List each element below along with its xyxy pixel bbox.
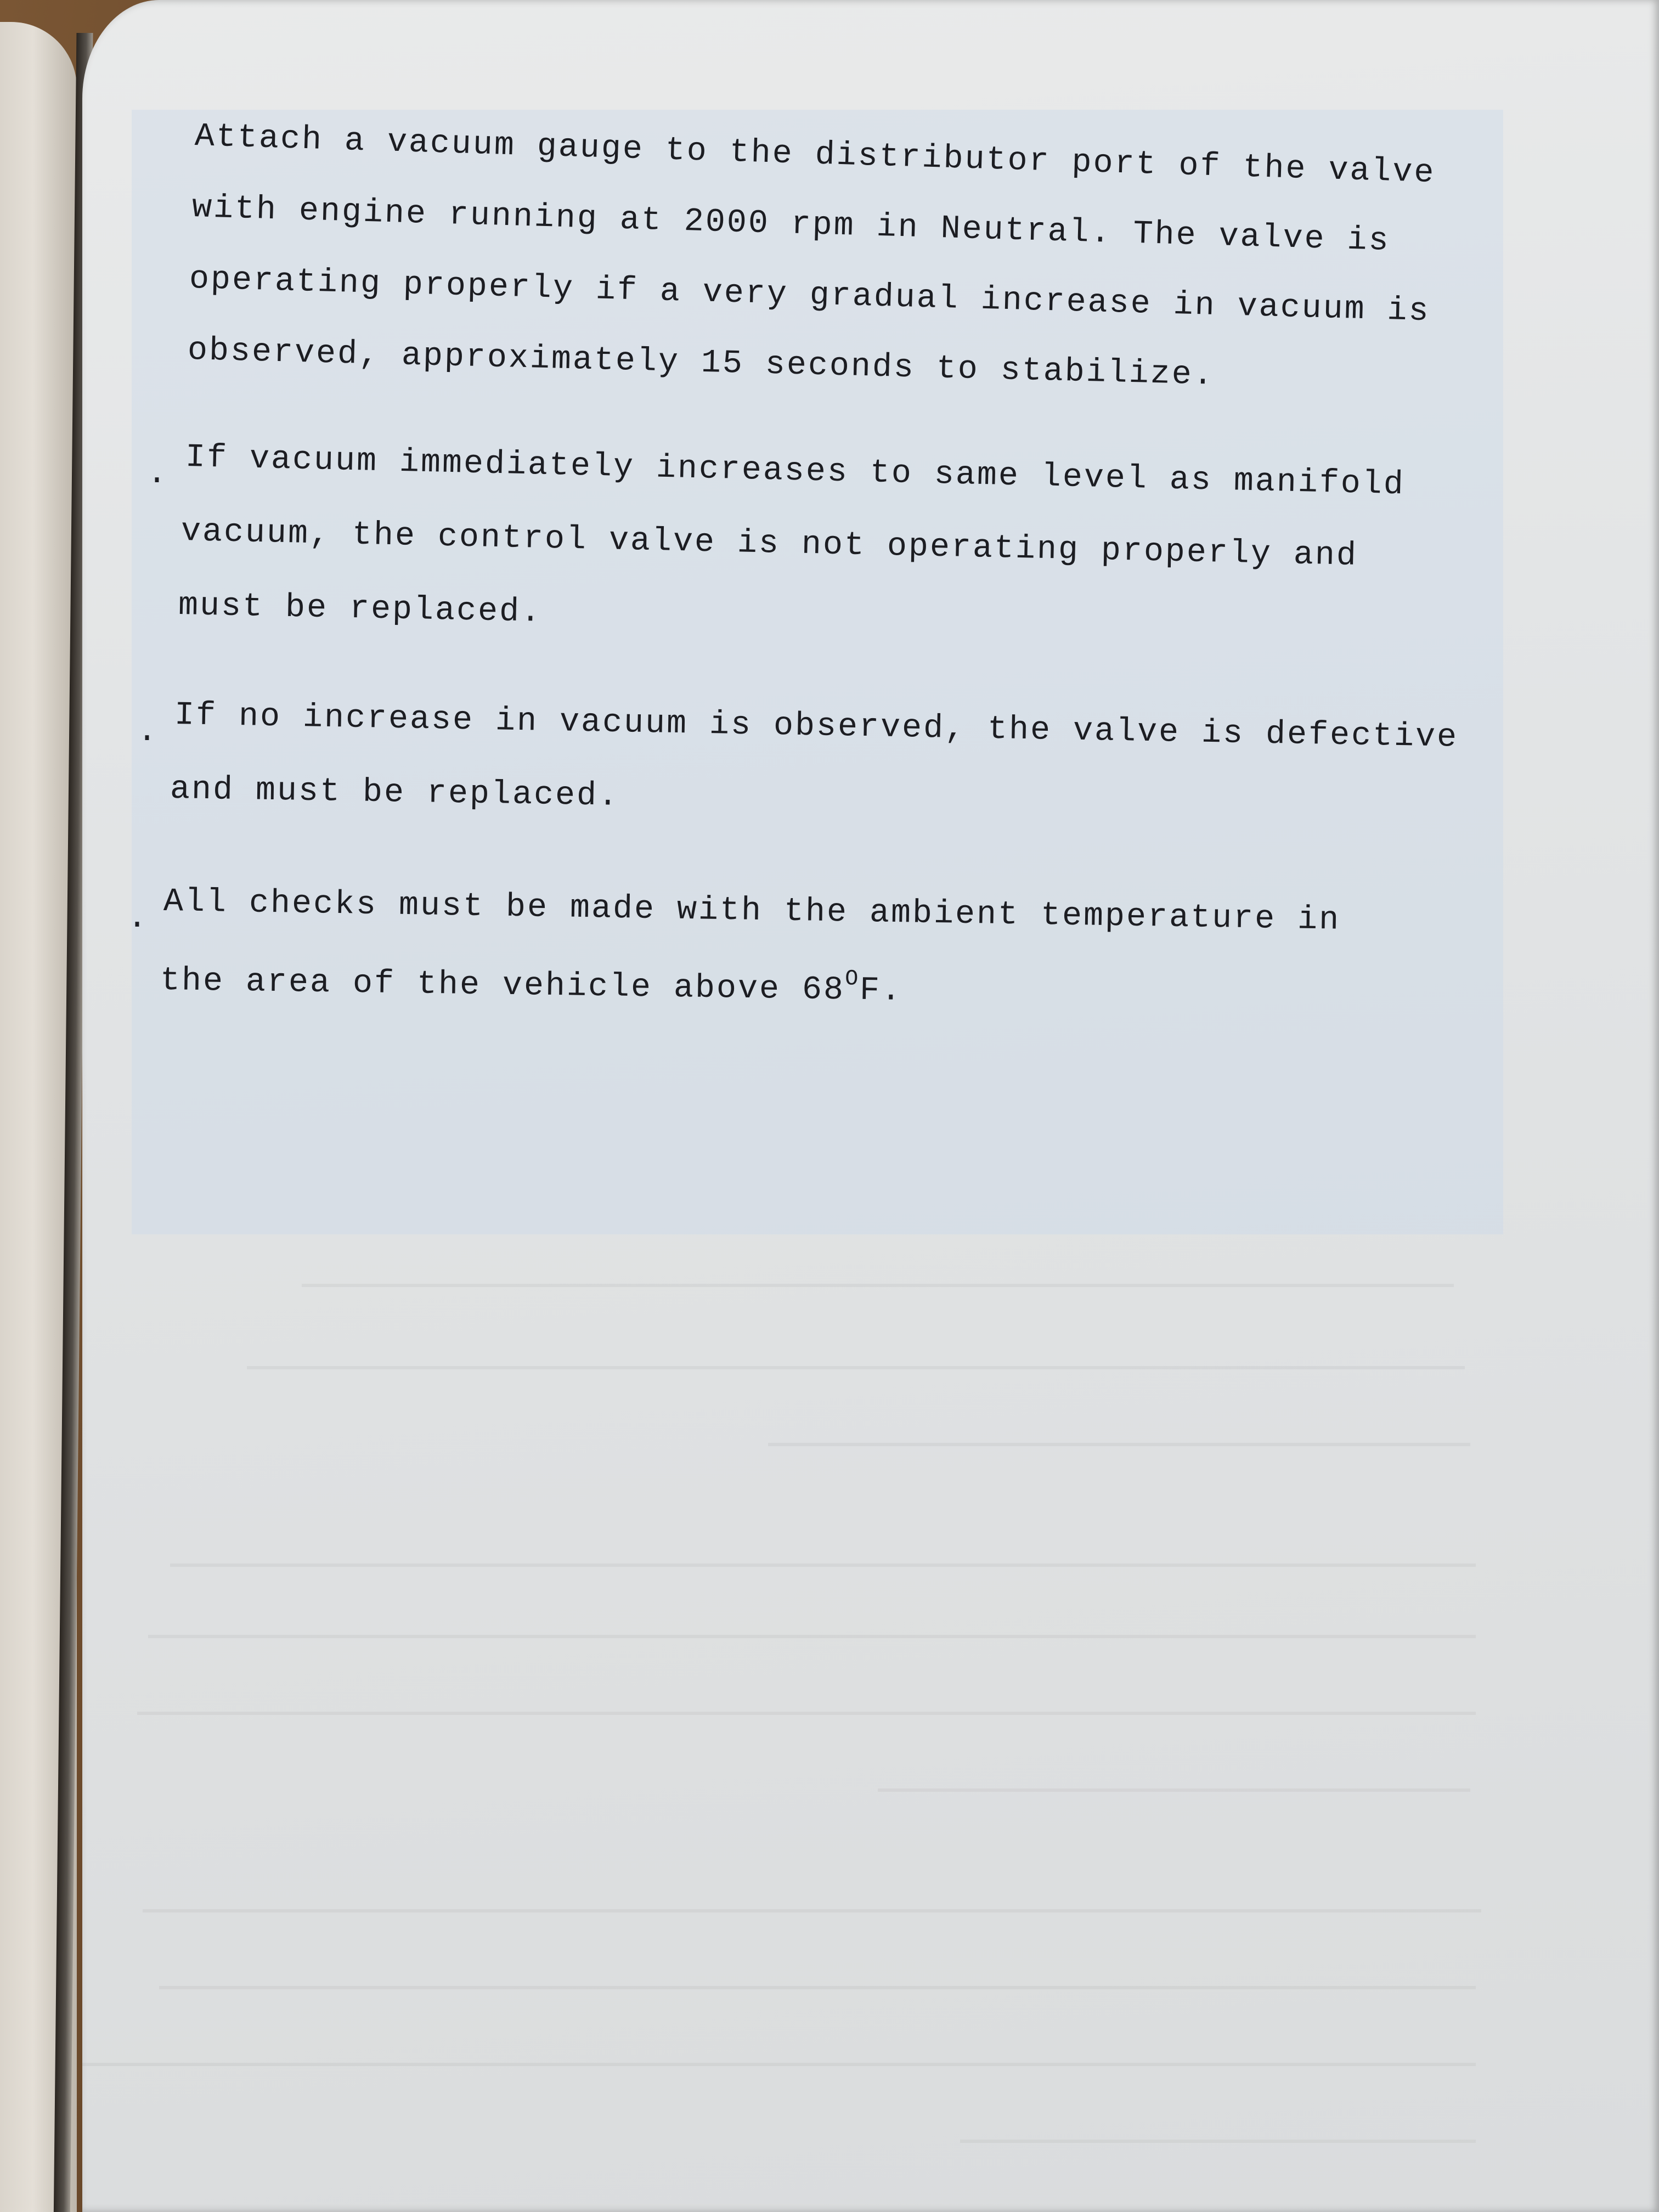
text-line: If vacuum immediately increases to same level as manifold bbox=[185, 439, 1406, 504]
text-line: the area of the vehicle above 68 bbox=[160, 962, 845, 1009]
text-line: If no increase in vacuum is observed, the valve is defective bbox=[174, 697, 1459, 757]
text-line: Attach a vacuum gauge to the distributor port of the valve bbox=[194, 118, 1436, 193]
bullet-marker: . bbox=[147, 455, 169, 493]
bullet-marker: . bbox=[137, 713, 159, 751]
degree-sign: O bbox=[844, 967, 860, 992]
text-line-with-temperature bbox=[160, 957, 902, 1010]
text-line: vacuum, the control valve is not operating properly and bbox=[180, 513, 1358, 575]
text-line: operating properly if a very gradual increase in vacuum is bbox=[189, 261, 1431, 331]
text-line: observed, approximately 15 seconds to stabilize. bbox=[187, 332, 1215, 394]
bullet-marker: . bbox=[127, 900, 149, 937]
text-line: and must be replaced. bbox=[170, 771, 620, 815]
document-page bbox=[82, 0, 1659, 2212]
temperature-unit: F. bbox=[859, 972, 903, 1010]
text-line: with engine running at 2000 rpm in Neutral. The valve is bbox=[191, 189, 1391, 260]
text-line: All checks must be made with the ambient temperature in bbox=[163, 883, 1341, 939]
text-line: must be replaced. bbox=[178, 587, 543, 631]
typed-text bbox=[82, 0, 1659, 2212]
